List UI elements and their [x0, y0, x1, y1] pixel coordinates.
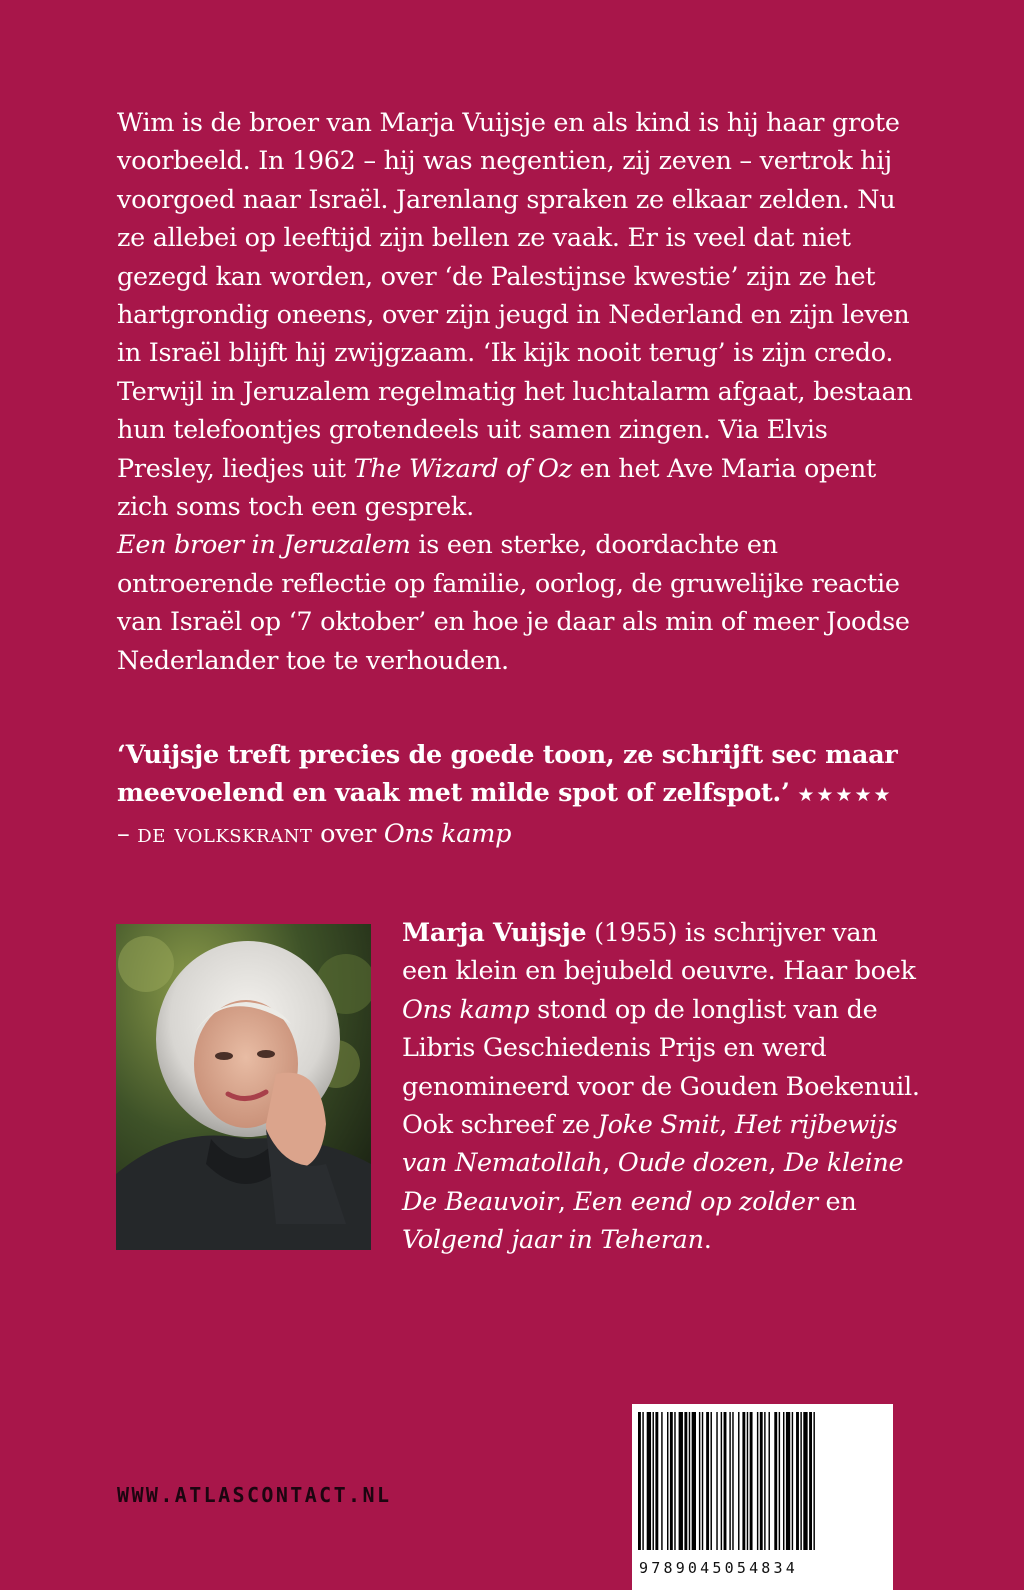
barcode-bar: [732, 1412, 733, 1550]
source-newspaper: de volkskrant: [137, 818, 313, 849]
bio-separator: ,: [719, 1110, 735, 1141]
author-portrait-image: [116, 924, 371, 1250]
bio-book-title: Een eend op zolder: [573, 1186, 818, 1217]
barcode-bar: [786, 1412, 790, 1550]
blurb-paragraph-1: [117, 104, 917, 526]
bio-separator: ,: [768, 1148, 784, 1179]
barcode-bar: [638, 1412, 641, 1550]
barcode-bar: [783, 1412, 784, 1550]
barcode-bar: [796, 1412, 799, 1550]
barcode-bar: [653, 1412, 654, 1550]
barcode-bar: [729, 1412, 730, 1550]
book-blurb: [117, 104, 917, 680]
barcode-bar: [724, 1412, 727, 1550]
barcode-bar: [750, 1412, 753, 1550]
barcode-bar: [721, 1412, 722, 1550]
barcode-bar: [779, 1412, 780, 1550]
blurb-text: is een sterke, doordachte en ontroerende reflectie op familie, oorlog, de gruwelijke reactie van Israël op ‘7 oktober’ en hoe je daar als min of meer Joodse Nederlander toe te verhouden.: [117, 530, 910, 676]
barcode-bar: [667, 1412, 668, 1550]
barcode-bar: [702, 1412, 703, 1550]
barcode-bar: [760, 1412, 763, 1550]
barcode-bar: [699, 1412, 700, 1550]
barcode-bar: [813, 1412, 814, 1550]
blurb-paragraph-2: [117, 526, 917, 680]
barcode-bar: [757, 1412, 758, 1550]
bio-separator: ,: [557, 1186, 574, 1217]
bio-book-title: Joke Smit: [597, 1110, 720, 1141]
barcode-bar: [716, 1412, 717, 1550]
barcode-bar: [674, 1412, 675, 1550]
bio-book-title: Het rijbewijs van Nematollah: [402, 1110, 898, 1179]
bio-text: (1955) is schrijver van een klein en bejubeld oeuvre. Haar boek: [402, 918, 916, 987]
barcode-bar: [803, 1412, 807, 1550]
bio-book-title: Volgend jaar in Teheran: [402, 1225, 704, 1256]
isbn-number: 9789045054834: [639, 1559, 798, 1577]
bio-book-title: Oude dozen: [617, 1148, 769, 1179]
bio-separator: ,: [602, 1148, 618, 1179]
quote-text: ‘Vuijsje treft precies de goede toon, ze schrijft sec maar meevoelend en vaak met milde spot of zelfspot.’: [117, 740, 898, 809]
author-name: Marja Vuijsje: [402, 918, 587, 948]
barcode-bar: [670, 1412, 673, 1550]
barcode-bar: [642, 1412, 643, 1550]
author-bio: [402, 914, 922, 1260]
bio-book-title: Ons kamp: [402, 994, 530, 1025]
barcode-bar: [809, 1412, 812, 1550]
barcode-bar: [684, 1412, 687, 1550]
barcode-bar: [647, 1412, 651, 1550]
barcode-bar: [800, 1412, 801, 1550]
bio-book-title: De kleine De Beauvoir: [402, 1148, 904, 1217]
bio-text: .: [703, 1225, 712, 1256]
barcode-bar: [742, 1412, 745, 1550]
barcode-bar: [679, 1412, 683, 1550]
barcode-bar: [774, 1412, 777, 1550]
barcode-bar: [769, 1412, 770, 1550]
isbn-barcode: [632, 1404, 893, 1590]
barcode-bar: [689, 1412, 690, 1550]
publisher-url[interactable]: WWW.ATLASCONTACT.NL: [117, 1483, 392, 1507]
barcode-bar: [692, 1412, 696, 1550]
blurb-text: en het Ave Maria opent zich soms toch een gesprek.: [117, 453, 876, 523]
barcode-bar: [738, 1412, 739, 1550]
barcode-bar: [655, 1412, 658, 1550]
barcode-bar: [711, 1412, 712, 1550]
blurb-text: Wim is de broer van Marja Vuijsje en als kind is hij haar grote voorbeeld. In 1962 – hij was negentien, zij zeven – vertrok hij voorgoed naar Israël. Jarenlang spraken ze elkaar zelden. Nu ze allebei op leeftijd zijn bellen ze vaak. Er is veel dat niet gezegd kan worden, over ‘de Palestijnse kwestie’ zijn ze het hartgrondig oneens, over zijn jeugd in Nederland en zijn leven in Israël blijft hij zwijgzaam. ‘Ik kijk nooit terug’ is zijn credo. Terwijl in Jeruzalem regelmatig het luchtalarm afgaat, bestaan hun telefoontjes grotendeels uit samen zingen. Via Elvis Presley, liedjes uit: [117, 108, 913, 484]
barcode-bars: [632, 1404, 893, 1554]
star-rating: ★★★★★: [797, 784, 893, 807]
bio-text: en: [817, 1186, 857, 1217]
source-over: over: [312, 818, 384, 849]
barcode-bar: [706, 1412, 709, 1550]
barcode-bar: [792, 1412, 793, 1550]
barcode-bar: [764, 1412, 765, 1550]
source-dash: –: [117, 818, 138, 849]
blurb-title-wizard: The Wizard of Oz: [353, 453, 572, 484]
review-quote: [117, 736, 937, 853]
author-photo: [116, 924, 371, 1250]
bio-text: stond op de longlist van de Libris Geschiedenis Prijs en werd genomineerd voor de Gouden Boekenuil. Ook schreef ze: [402, 994, 920, 1141]
barcode-bar: [747, 1412, 748, 1550]
quote-source: [117, 815, 937, 853]
barcode-bar: [661, 1412, 662, 1550]
book-title: Een broer in Jeruzalem: [117, 530, 411, 561]
source-book: Ons kamp: [383, 818, 512, 849]
